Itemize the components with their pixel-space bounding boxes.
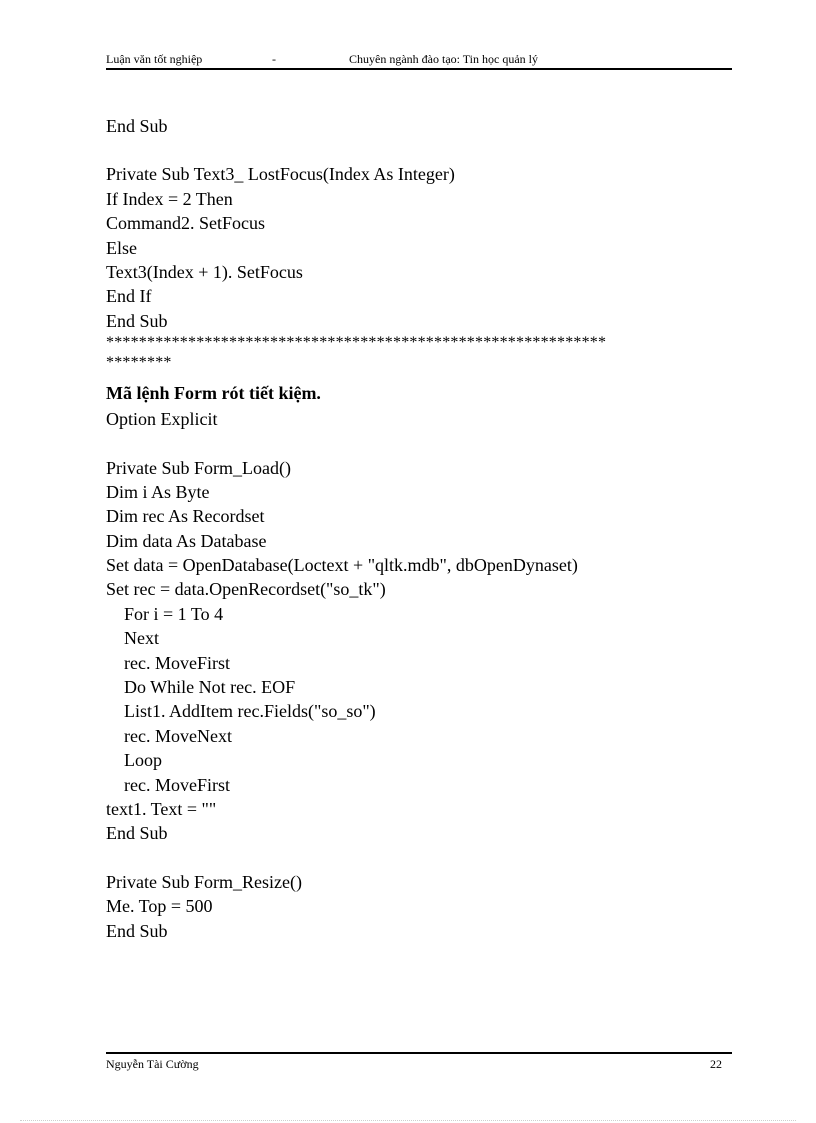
code-line: End Sub [106, 823, 168, 844]
code-line: Command2. SetFocus [106, 213, 266, 234]
code-line: text1. Text = "" [106, 798, 217, 819]
header-major-label: Chuyên ngành đào tạo: Tin học quản lý [349, 52, 538, 66]
code-line: End If [106, 286, 152, 307]
page-body [106, 114, 732, 943]
code-line: End Sub [106, 920, 168, 941]
asterisk-line: ******** [106, 354, 172, 372]
code-line: rec. MoveNext [124, 725, 232, 746]
blank-line [106, 138, 732, 162]
footer-rule [106, 1052, 732, 1054]
code-line: If Index = 2 Then [106, 188, 233, 209]
code-line: Dim rec As Recordset [106, 506, 265, 527]
code-line: List1. AddItem rec.Fields("so_so") [124, 701, 376, 722]
page-header [106, 52, 732, 68]
footer-author: Nguyễn Tài Cường [106, 1057, 199, 1071]
code-line: Option Explicit [106, 409, 218, 430]
code-line: Next [124, 628, 159, 649]
code-line: rec. MoveFirst [124, 652, 230, 673]
asterisk-line: ************************************************************* [106, 334, 607, 352]
code-line: Else [106, 237, 137, 258]
code-line: Set rec = data.OpenRecordset("so_tk") [106, 579, 386, 600]
code-line: Do While Not rec. EOF [124, 677, 296, 698]
page-edge-divider [20, 1120, 796, 1121]
header-rule [106, 68, 732, 70]
code-line: rec. MoveFirst [124, 774, 230, 795]
section-title: Mã lệnh Form rót tiết kiệm. [106, 383, 321, 404]
code-line: End Sub [106, 310, 168, 331]
code-line: Private Sub Form_Load() [106, 457, 291, 478]
blank-line [106, 432, 732, 456]
code-line: End Sub [106, 116, 168, 136]
code-block-form [106, 407, 732, 943]
code-line: Me. Top = 500 [106, 896, 213, 917]
code-line: Dim data As Database [106, 530, 267, 551]
code-line: Private Sub Form_Resize() [106, 871, 302, 892]
asterisk-separator [106, 333, 732, 373]
code-line: Private Sub Text3_ LostFocus(Index As Integer) [106, 164, 455, 185]
page-footer [106, 1057, 722, 1073]
code-block-lostfocus [106, 114, 732, 333]
page-number: 22 [710, 1057, 722, 1071]
code-line: Dim i As Byte [106, 481, 210, 502]
header-thesis-label: Luận văn tốt nghiệp [106, 52, 203, 66]
code-line: Loop [124, 750, 162, 771]
code-line: Set data = OpenDatabase(Loctext + "qltk.mdb", dbOpenDynaset) [106, 555, 578, 576]
blank-line [106, 846, 732, 870]
code-line: For i = 1 To 4 [124, 603, 224, 624]
code-line: Text3(Index + 1). SetFocus [106, 261, 303, 282]
header-separator: - [272, 52, 276, 66]
